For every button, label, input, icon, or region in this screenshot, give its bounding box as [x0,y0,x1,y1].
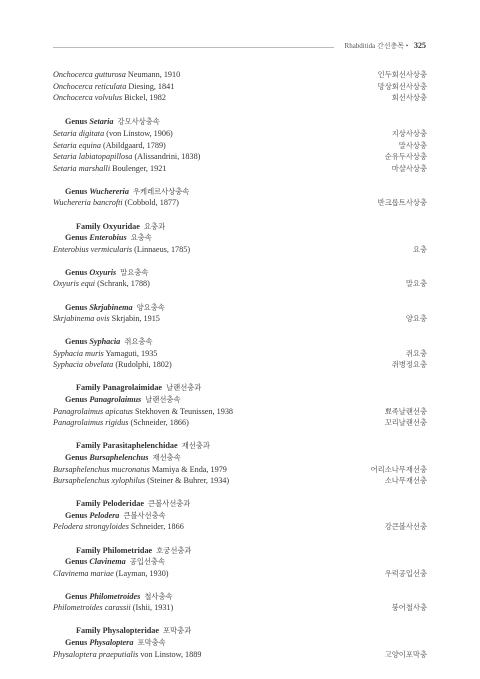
genus-name: Clavinema [89,557,126,567]
species-row [53,278,427,290]
species-name: Panagrolaimus apicatus [53,406,133,416]
genus-name: Setaria [89,117,114,127]
genus-label: Genus [65,302,88,312]
species-korean-name: 말사상충 [398,140,427,150]
species-author: Boulenger, 1921 [112,163,167,173]
genus-label: Genus [65,117,88,127]
species-korean-name: 고양이포막충 [384,649,427,659]
species-name: Setaria equina [53,140,101,150]
family-name: Peloderidae [102,499,144,509]
species-author: von Linstow, 1889 [140,649,202,659]
family-korean-name: 호궁선충과 [156,545,192,555]
species-korean-name: 양요충 [405,314,427,324]
taxon-block [53,591,427,614]
species-row [53,417,427,429]
family-label: Family [76,441,101,451]
species-name: Bursaphelenchus xylophilus [53,476,146,486]
species-name: Setaria digitata [53,128,105,138]
genus-heading [53,591,427,603]
genus-korean-name: 공입선충속 [129,557,166,567]
species-entry [53,313,160,325]
species-entry [53,406,233,418]
species-entry [53,602,173,614]
species-author: (Cobbold, 1877) [124,198,179,208]
genus-korean-name: 요충속 [130,233,152,243]
species-entry [53,348,157,360]
species-row [53,69,427,81]
genus-label: Genus [65,510,88,520]
species-row [53,163,427,175]
species-entry [53,475,229,487]
species-row [53,348,427,360]
page-header [53,41,426,53]
genus-name: Panagrolaimus [89,395,142,405]
family-korean-name: 날랜선충과 [166,383,202,393]
genus-name: Skrjabinema [89,302,133,312]
species-entry [53,140,166,152]
species-name: Onchocerca volvulus [53,93,123,103]
genus-name: Philometroides [89,591,141,601]
genus-name: Pelodera [89,510,120,520]
genus-korean-name: 재선충속 [152,452,181,462]
species-entry [53,521,184,533]
family-name: Philometridae [102,545,153,555]
species-korean-name: 회선사상충 [391,93,427,103]
species-korean-name: 반크롭트사상충 [377,198,427,208]
species-entry [53,278,150,290]
genus-korean-name: 말요충속 [120,267,149,277]
species-entry [53,69,180,81]
species-row [53,244,427,256]
species-entry [53,92,166,104]
genus-korean-name: 철사충속 [144,591,173,601]
running-head [345,41,426,51]
taxon-block [53,302,427,325]
genus-label: Genus [65,557,88,567]
species-entry [53,649,201,661]
family-name: Panagrolaimidae [102,383,163,393]
species-name: Panagrolaimus rigidus [53,418,129,428]
species-name: Pelodera strongyloides [53,522,129,532]
species-name: Bursaphelenchus mucronatus [53,464,150,474]
species-row [53,140,427,152]
species-name: Oxyuris equi [53,279,96,289]
species-name: Setaria labiatopapillosa [53,152,133,162]
header-bullet: • [405,42,409,50]
species-korean-name: 망상회선사상충 [377,81,427,91]
genus-heading [53,116,427,128]
page-number: 325 [414,41,426,50]
family-label: Family [76,626,101,636]
species-author: (Layman, 1930) [115,568,169,578]
taxon-block [53,545,427,580]
taxon-block [53,69,427,104]
species-entry [53,568,169,580]
species-entry [53,81,174,93]
taxon-block [53,221,427,256]
species-name: Syphacia obvelata [53,360,114,370]
species-entry [53,197,179,209]
family-label: Family [76,545,101,555]
species-author: Bickel, 1982 [124,93,166,103]
species-author: Stekhoven & Teunissen, 1938 [135,406,234,416]
taxon-block [53,440,427,486]
species-author: Schneider, 1866 [130,522,184,532]
genus-korean-name: 강모사상충속 [117,117,160,127]
species-korean-name: 순유두사상충 [384,152,427,162]
genus-heading [53,394,427,406]
species-author: (Linnaeus, 1785) [134,244,191,254]
species-name: Clavinema mariae [53,568,114,578]
species-row [53,568,427,580]
family-heading [53,440,427,452]
family-name: Physalopteridae [102,626,160,636]
genus-name: Physaloptera [89,638,134,648]
species-korean-name: 쥐병정요충 [391,360,427,370]
species-row [53,81,427,93]
genus-label: Genus [65,233,88,243]
genus-heading [53,637,427,649]
species-author: (Abildgaard, 1789) [103,140,166,150]
genus-korean-name: 양요충속 [136,302,165,312]
family-heading [53,625,427,637]
taxon-block [53,625,427,660]
species-korean-name: 꼬리날랜선충 [384,418,427,428]
genus-heading [53,302,427,314]
species-author: (Schrank, 1788) [97,279,150,289]
genus-label: Genus [65,267,88,277]
family-korean-name: 큰볼사선충과 [148,499,191,509]
species-korean-name: 요충 [412,244,427,254]
species-entry [53,464,227,476]
species-row [53,649,427,661]
species-name: Onchocerca reticulata [53,81,127,91]
species-row [53,92,427,104]
species-author: Neumann, 1910 [127,70,181,79]
genus-korean-name: 쥐요충속 [124,337,153,347]
genus-heading [53,556,427,568]
genus-label: Genus [65,395,88,405]
taxon-block [53,382,427,428]
species-name: Enterobius vermicularis [53,244,133,254]
species-author: (Ishii, 1931) [132,603,174,613]
taxon-block [53,267,427,290]
species-entry [53,359,172,371]
species-name: Wuchereria bancrofti [53,198,123,208]
taxon-block [53,116,427,174]
species-row [53,475,427,487]
species-entry [53,417,189,429]
species-author: Skrjabin, 1915 [111,314,160,324]
header-rule [53,47,334,48]
genus-name: Wuchereria [89,186,129,196]
genus-heading [53,452,427,464]
species-row [53,602,427,614]
species-row [53,128,427,140]
species-row [53,313,427,325]
species-author: (von Linstow, 1906) [106,128,173,138]
species-name: Physaloptera praeputialis [53,649,139,659]
species-korean-name: 붕어철사충 [391,603,427,613]
species-korean-name: 우럭공입선충 [384,568,427,578]
taxonomy-list [53,69,427,672]
genus-name: Syphacia [89,337,121,347]
species-author: Diesing, 1841 [128,81,175,91]
species-korean-name: 인두회선사상충 [377,70,427,79]
species-korean-name: 어리소나무재선충 [370,464,427,474]
species-korean-name: 쥐요충 [405,348,427,358]
running-title: Rhabditida 간선충목 [344,42,405,50]
species-name: Setaria marshalli [53,163,111,173]
species-author: (Alissandrini, 1838) [134,152,201,162]
species-row [53,359,427,371]
genus-korean-name: 큰볼사선충속 [123,510,166,520]
genus-korean-name: 포막충속 [137,638,166,648]
species-korean-name: 소나무재선충 [384,476,427,486]
species-name: Onchocerca gutturosa [53,70,126,79]
species-korean-name: 마샬사상충 [391,163,427,173]
species-korean-name: 지상사상충 [391,128,427,138]
family-label: Family [76,383,101,393]
family-korean-name: 재선충과 [181,441,210,451]
genus-heading [53,186,427,198]
species-author: (Steiner & Buhrer, 1934) [147,476,230,486]
genus-label: Genus [65,591,88,601]
family-heading [53,545,427,557]
genus-name: Bursaphelenchus [89,452,149,462]
genus-heading [53,510,427,522]
species-entry [53,163,166,175]
species-name: Skrjabinema ovis [53,314,110,324]
genus-label: Genus [65,638,88,648]
genus-heading [53,267,427,279]
family-heading [53,498,427,510]
family-heading [53,382,427,394]
species-entry [53,128,173,140]
species-korean-name: 말요충 [405,279,427,289]
species-entry [53,151,200,163]
genus-korean-name: 날랜선충속 [145,395,181,405]
family-label: Family [76,221,101,231]
genus-label: Genus [65,186,88,196]
genus-korean-name: 우케레르사상충속 [132,186,190,196]
species-row [53,197,427,209]
species-row [53,464,427,476]
species-row [53,521,427,533]
species-author: Yamaguti, 1935 [105,348,158,358]
genus-heading [53,336,427,348]
species-entry [53,244,190,256]
species-author: (Rudolphi, 1802) [115,360,172,370]
species-name: Philometroides carassii [53,603,131,613]
family-heading [53,221,427,233]
species-author: Mamiya & Enda, 1979 [151,464,227,474]
taxon-block [53,336,427,371]
family-korean-name: 요충과 [143,221,166,231]
species-row [53,151,427,163]
species-row [53,406,427,418]
family-name: Oxyuridae [102,221,140,231]
family-name: Parasitaphelenchidae [102,441,178,451]
species-korean-name: 강큰볼사선충 [384,522,427,532]
species-author: (Schneider, 1866) [130,418,189,428]
species-name: Syphacia muris [53,348,104,358]
genus-name: Enterobius [89,233,127,243]
genus-label: Genus [65,337,88,347]
taxon-block [53,186,427,209]
family-label: Family [76,499,101,509]
genus-label: Genus [65,452,88,462]
family-korean-name: 포막충과 [163,626,192,636]
species-korean-name: 뾰족날랜선충 [384,406,427,416]
taxon-block [53,498,427,533]
genus-heading [53,232,427,244]
genus-name: Oxyuris [89,267,117,277]
